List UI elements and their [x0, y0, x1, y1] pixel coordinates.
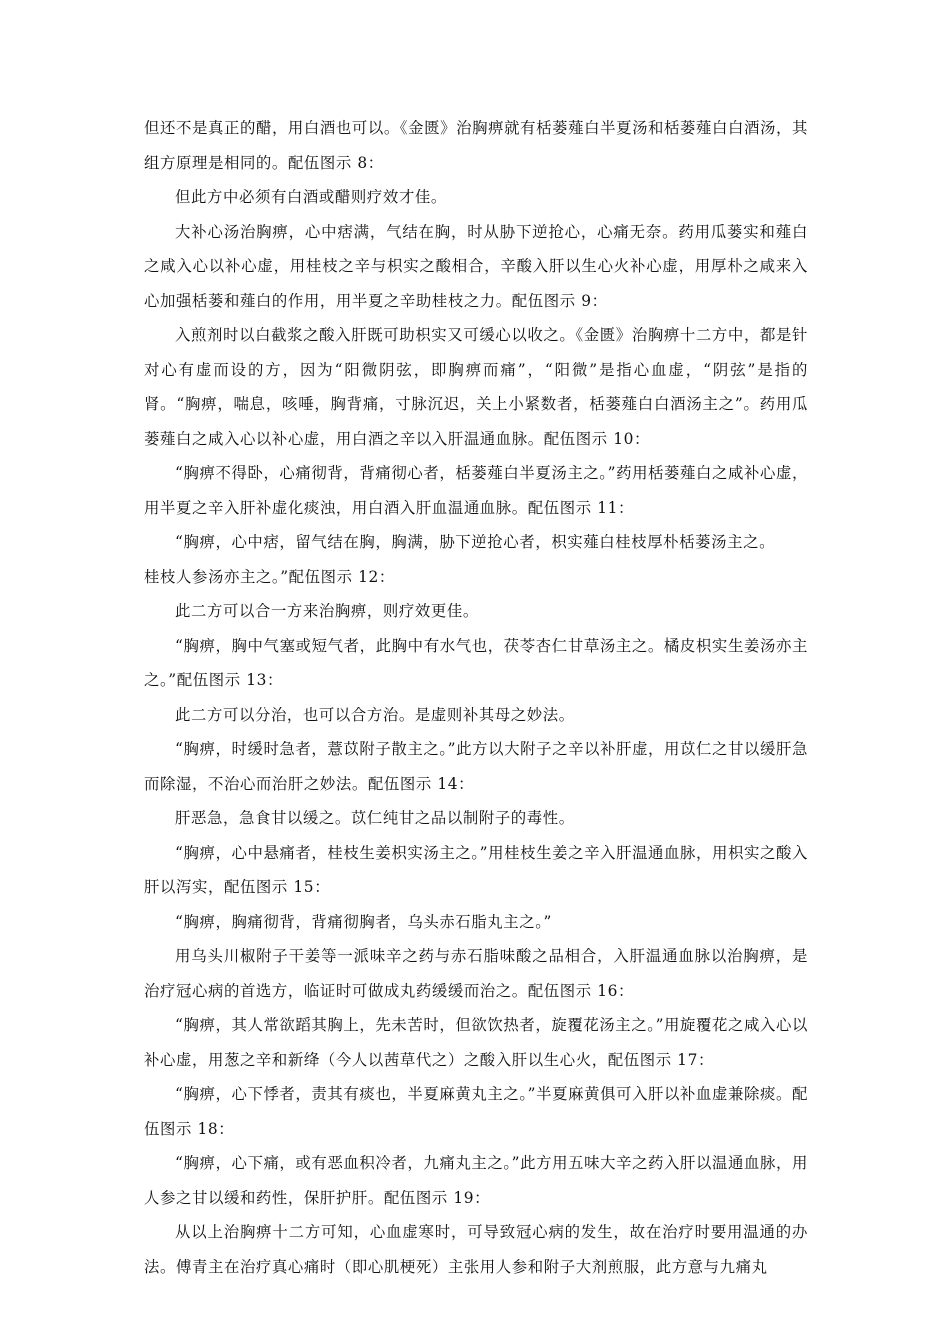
- paragraph: 但此方中必须有白酒或醋则疗效才佳。: [175, 188, 447, 206]
- paragraph: “胸痹，心下痛，或有恶血积冷者，九痛丸主之。”此方用五味大辛之药入肝以温通血脉，用人参之甘以缓和药性，保肝护肝。配伍图示 19：: [144, 1154, 808, 1207]
- paragraph: 此二方可以分治，也可以合方治。是虚则补其母之妙法。: [175, 705, 575, 724]
- paragraph: “胸痹，时缓时急者，薏苡附子散主之。”此方以大附子之辛以补肝虚，用苡仁之甘以缓肝急而除湿，不治心而治肝之妙法。配伍图示 14：: [144, 740, 808, 793]
- paragraph: “胸痹，心中悬痛者，桂枝生姜枳实汤主之。”用桂枝生姜之辛入肝温通血脉，用枳实之酸入肝以泻实，配伍图示 15：: [144, 843, 808, 896]
- document-page: [144, 111, 808, 1284]
- paragraph: 但还不是真正的醋，用白酒也可以。《金匮》治胸痹就有栝蒌薤白半夏汤和栝蒌薤白白酒汤，其组方原理是相同的。配伍图示 8：: [144, 119, 808, 172]
- paragraph: “胸痹，胸痛彻背，背痛彻胸者，乌头赤石脂丸主之。”: [175, 912, 553, 931]
- paragraph: “胸痹，其人常欲蹈其胸上，先未苦时，但欲饮热者，旋覆花汤主之。”用旋覆花之咸入心以补心虚，用葱之辛和新绛（今人以茜草代之）之酸入肝以生心火，配伍图示 17：: [144, 1016, 808, 1069]
- paragraph: 大补心汤治胸痹，心中痞满，气结在胸，时从胁下逆抢心，心痛无奈。药用瓜蒌实和薤白之咸入心以补心虚，用桂枝之辛与枳实之酸相合，辛酸入肝以生心火补心虚，用厚朴之咸来入心加强栝蒌和薤白的作用，用半夏之辛助桂枝之力。配伍图示 9：: [144, 222, 808, 310]
- paragraph: “胸痹，心下悸者，责其有痰也，半夏麻黄丸主之。”半夏麻黄俱可入肝以补血虚兼除痰。配伍图示 18：: [144, 1085, 808, 1138]
- paragraph: “胸痹不得卧，心痛彻背，背痛彻心者，栝蒌薤白半夏汤主之。”药用栝蒌薤白之咸补心虚，用半夏之辛入肝补虚化痰浊，用白酒入肝血温通血脉。配伍图示 11：: [144, 464, 808, 517]
- paragraph: “胸痹，胸中气塞或短气者，此胸中有水气也，茯苓杏仁甘草汤主之。橘皮枳实生姜汤亦主之。”配伍图示 13：: [144, 636, 808, 689]
- paragraph: 此二方可以合一方来治胸痹，则疗效更佳。: [175, 602, 479, 620]
- paragraph: “胸痹，心中痞，留气结在胸，胸满，胁下逆抢心者，枳实薤白桂枝厚朴栝蒌汤主之。: [175, 533, 776, 551]
- paragraph: 从以上治胸痹十二方可知，心血虚寒时，可导致冠心病的发生，故在治疗时要用温通的办法。傅青主在治疗真心痛时（即心肌梗死）主张用人参和附子大剂煎服，此方意与九痛丸: [144, 1223, 808, 1276]
- paragraph: 桂枝人参汤亦主之。”配伍图示 12：: [144, 567, 395, 586]
- paragraph: 入煎剂时以白截浆之酸入肝既可助枳实又可缓心以收之。《金匮》治胸痹十二方中，都是针对心有虚而设的方，因为“阳微阴弦，即胸痹而痛”，“阳微”是指心血虚，“阴弦”是指的肾。“胸痹，喘息，咳唾，胸背痛，寸脉沉迟，关上小紧数者，栝蒌薤白白酒汤主之”。药用瓜蒌薤白之咸入心以补心虚，用白酒之辛以入肝温通血脉。配伍图示 10：: [144, 326, 808, 448]
- paragraph: 用乌头川椒附子干姜等一派味辛之药与赤石脂味酸之品相合，入肝温通血脉以治胸痹，是治疗冠心病的首选方，临证时可做成丸药缓缓而治之。配伍图示 16：: [144, 947, 808, 1000]
- paragraph: 肝恶急，急食甘以缓之。苡仁纯甘之品以制附子的毒性。: [175, 809, 575, 827]
